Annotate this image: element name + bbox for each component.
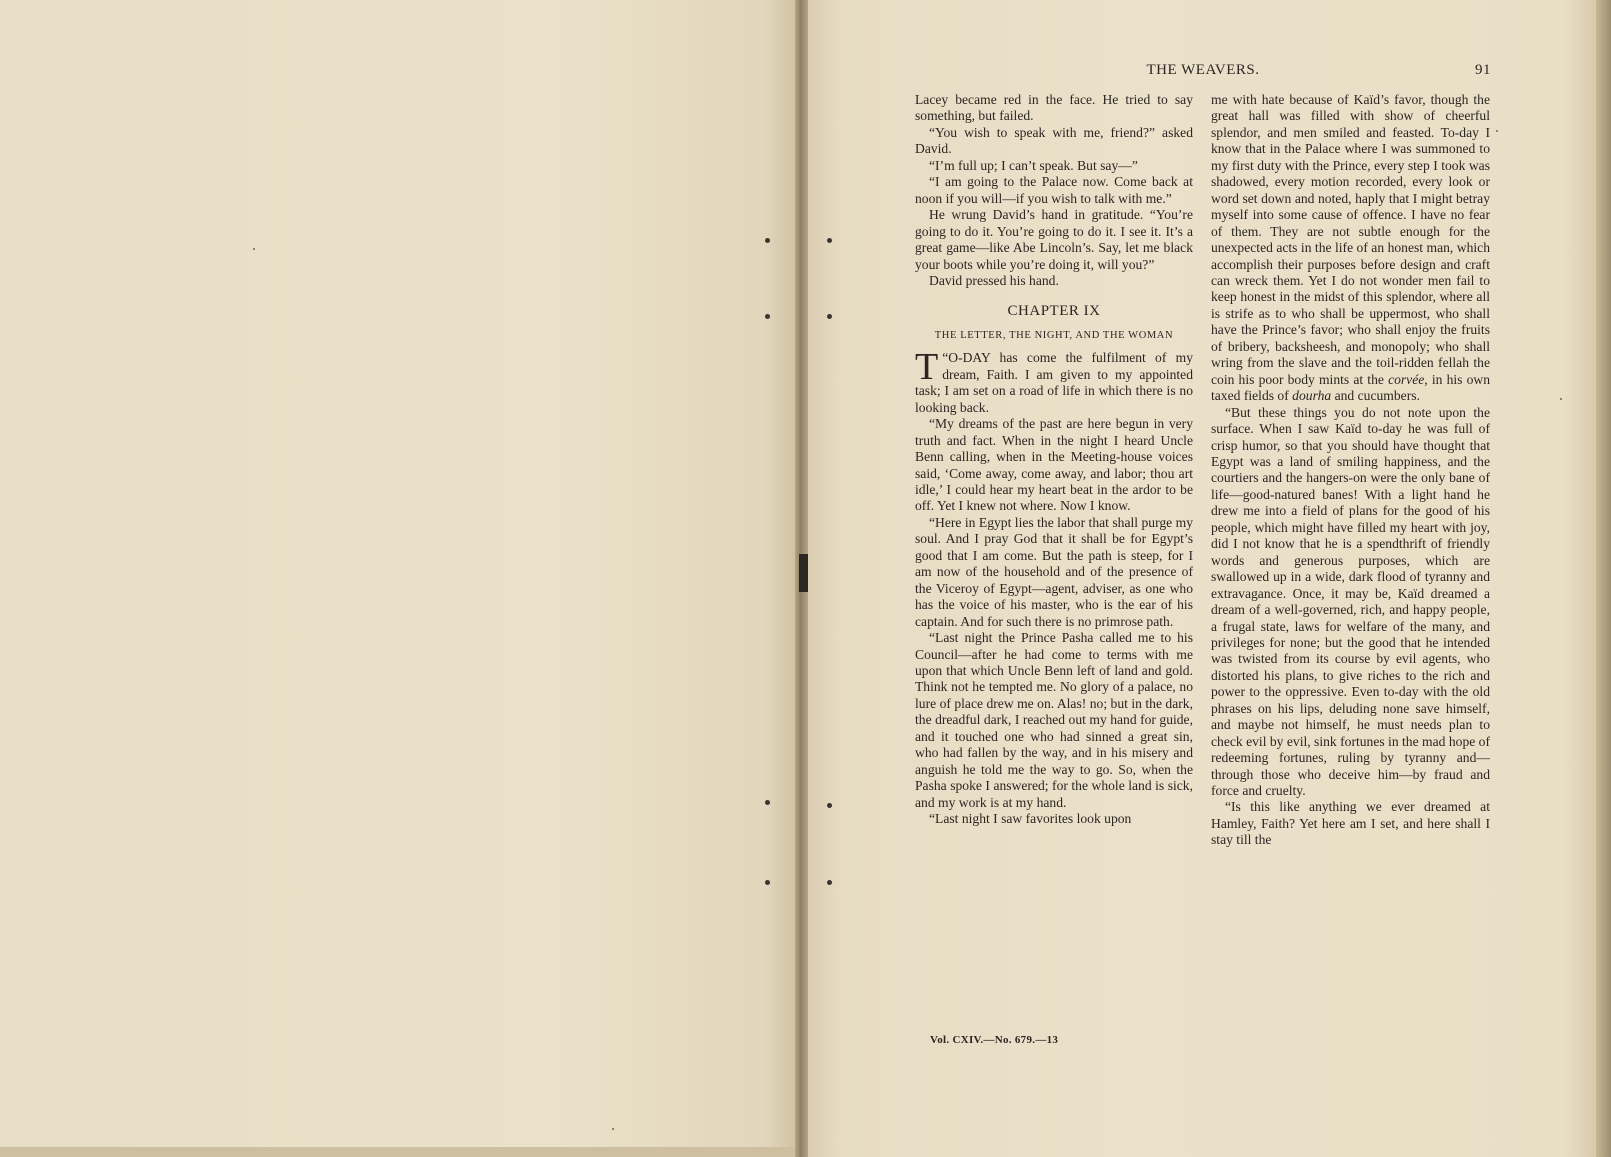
paragraph: “But these things you do not note upon the surface. When I saw Kaïd to-day he was full of crisp humor, so that you should have thought that Egypt was a land of smiling happiness, and the courtiers and the hangers-on were the only bane of life—good-natured banes! With a light hand he drew me into a field of plans for the good of his people, which might have filled my heart with joy, did I not know that he is a spendthrift of friendly words and generous purposes, which are swallowed up in a wide, dark flood of tyranny and extravagance. Once, it may be, Kaïd dreamed a dream of a well-governed, rich, and happy people, a frugal state, laws for welfare of the many, and privileges for none; but the good that he intended was twisted from its course by evil agents, who distorted his plans, to give riches to the rich and power to the oppressive. Even to-day with the old phrases on his lips, deluding none save himself, and maybe not himself, he must needs plan to check evil by evil, sink fortunes in the mad hope of redeeming fortunes, ruling by tyranny and—through those who deceive him—by fraud and force and cruelty. [1211,404,1490,799]
binding-stitch [827,238,832,243]
paragraph: “My dreams of the past are here begun in very truth and fact. When in the night I heard Uncle Benn calling, when in the Meeting-house voices said, ‘Come away, come away, and labor; thou art idle,’ I could hear my heart beat in the ardor to be off. Yet I knew not where. Now I know. [915,416,1193,514]
paragraph [1211,92,1490,405]
paragraph: Lacey became red in the face. He tried to say something, but failed. [915,92,1193,124]
binding-stitch [765,238,770,243]
paragraph: “You wish to speak with me, friend?” asked David. [915,124,1193,157]
paragraph: David pressed his hand. [929,272,1059,288]
drop-cap: T [915,346,939,389]
text-column-left [915,92,1193,827]
binding-stitch [827,803,832,808]
text-run: me with hate because of Kaïd’s favor, though the great hall was filled with show of cheerful splendor, and men smiled and feasted. To-day I know that in the Palace where I was summoned to my first duty with the Prince, every step I took was shadowed, every motion recorded, every look or word set down and noted, haply that I might betray myself into some cause of offence. I have no fear of them. They are not subtle enough for the unexpected acts in the life of an honest man, which accomplish their purposes before design and craft can wreck them. Yet I do not wonder men fail to keep honest in the midst of this splendor, where all is strife as to who shall be uppermost, who shall have the Prince’s favor; who shall enjoy the fruits of bribery, backsheesh, and monopoly; who shall wring from the slave and the toil-ridden fellah the coin his poor body mints at the [1211,92,1490,387]
binding-stitch [827,314,832,319]
binding-stitch [765,314,770,319]
blank-left-page [0,0,797,1147]
text-run: and cucumbers. [1331,388,1420,404]
signature-mark: Vol. CXIV.—No. 679.—13 [930,1034,1059,1046]
text-run: , in his own taxed fields of [1211,371,1490,404]
paragraph: “Last night I saw favorites look upon [929,811,1132,827]
running-head: THE WEAVERS. [1146,62,1260,78]
paragraph: “Last night the Prince Pasha called me to his Council—after he had come to terms with me upon that which Uncle Benn left of land and gold. Think not he tempted me. No glory of a palace, no lure of place drew me on. Alas! no; but in the dark, the dreadful dark, I reached out my hand for guide, and it touched one who had sinned a great sin, who had fallen by the way, and in his misery and anguish he told me the way to go. So, when the Pasha spoke I answered; for the whole land is sick, and my work is at my hand. [915,630,1193,810]
opening-text: O-DAY has come the fulfilment of my dream, Faith. I am given to my appointed task; I am set on a road of life in which there is no looking back. [915,350,1193,415]
binding-stitch [827,880,832,885]
paper-speck [253,248,255,250]
paper-speck [612,1128,614,1130]
chapter-title: CHAPTER IX [1007,303,1101,320]
paper-speck [1560,398,1562,400]
binding-stitch [765,880,770,885]
paragraph: He wrung David’s hand in gratitude. “You’re going to do it. You’re going to do it. I see it. It’s a great game—like Abe Lincoln’s. Say, let me black your boots while you’re doing it, will you?” [915,207,1193,272]
text-column-right [1211,92,1490,849]
binding-stitch [765,800,770,805]
opening-paragraph [915,346,1193,416]
paragraph: “I am going to the Palace now. Come back at noon if you will—if you wish to talk with me.” [915,174,1193,206]
italic-word: corvée [1388,371,1425,387]
chapter-subtitle: THE LETTER, THE NIGHT, AND THE WOMAN [934,329,1174,341]
italic-word: dourha [1292,388,1332,404]
page-number: 91 [1475,62,1491,78]
paragraph: “Is this like anything we ever dreamed at Hamley, Faith? Yet here am I set, and here shall I stay till the [1211,799,1490,848]
page-edge [1596,0,1611,1157]
paragraph: “Here in Egypt lies the labor that shall purge my soul. And I pray God that it shall be for Egypt’s good that I am come. But the path is steep, for I am now of the household and of the presence of the Viceroy of Egypt—agent, adviser, as one who has the voice of his master, who is the ear of his captain. And for such there is no primrose path. [915,514,1193,629]
paper-speck [1496,130,1498,132]
opening-quote: “ [942,350,949,366]
paragraph: “I’m full up; I can’t speak. But say—” [929,157,1138,173]
page-header [915,62,1491,80]
